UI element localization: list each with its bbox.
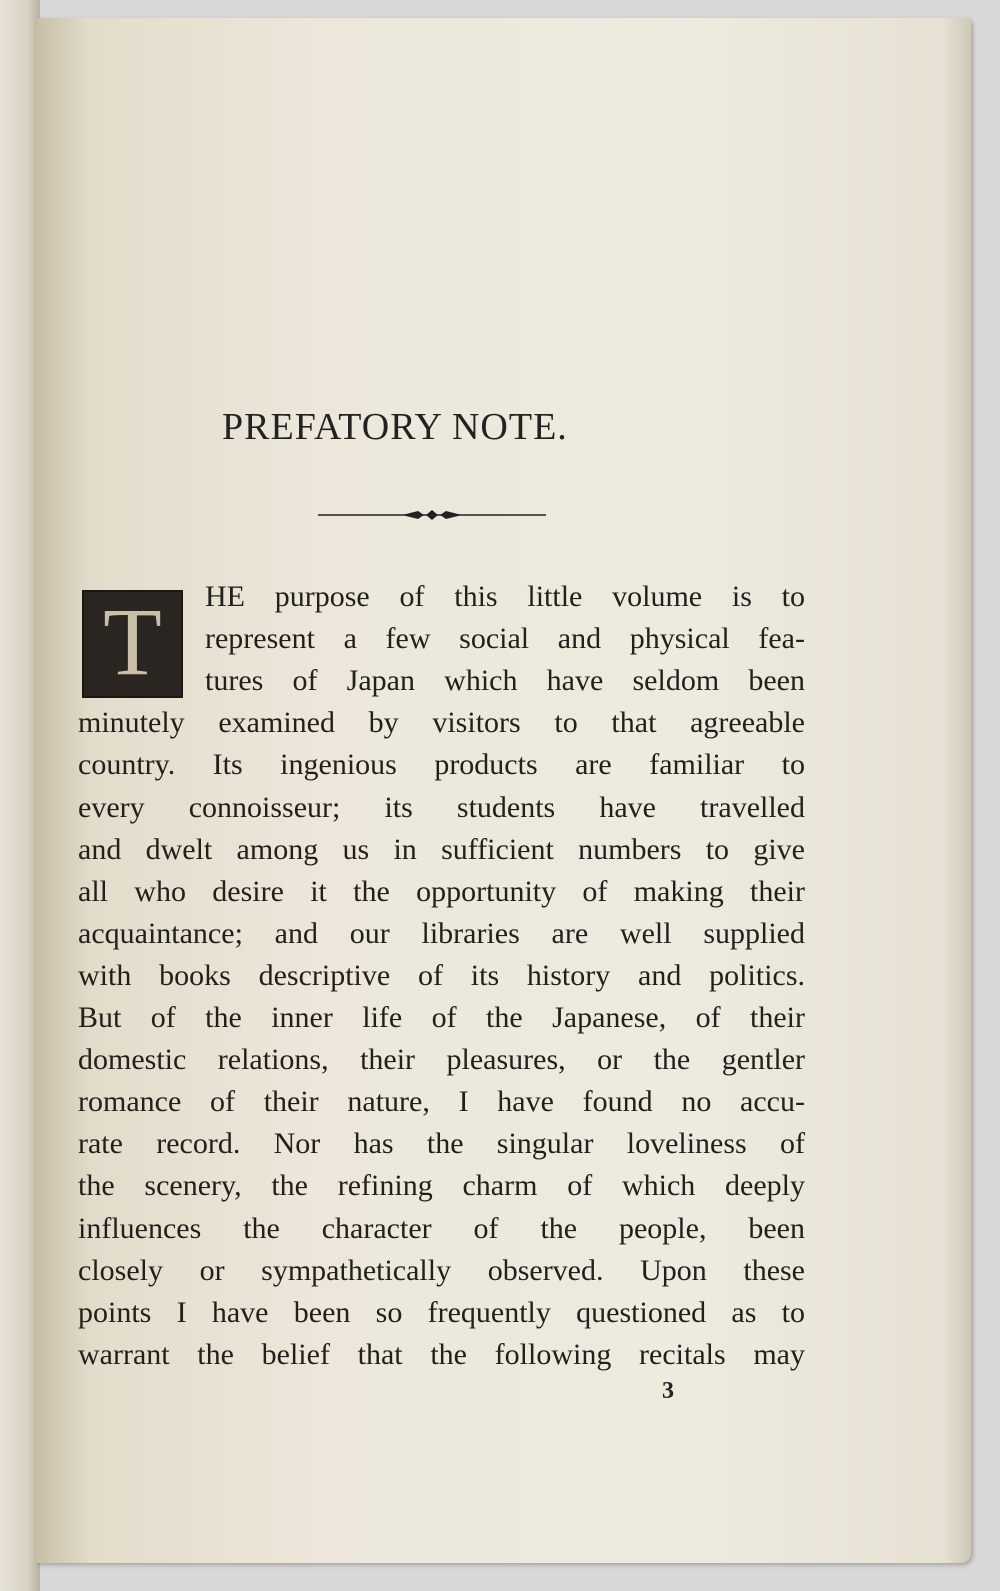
- text-line: all who desire it the opportunity of making their: [78, 874, 805, 908]
- text-line: every connoisseur; its students have travelled: [78, 790, 805, 824]
- text-line: But of the inner life of the Japanese, of their: [78, 1001, 805, 1034]
- text-line: rate record. Nor has the singular loveliness of: [78, 1127, 805, 1161]
- text-line: and dwelt among us in sufficient numbers to give: [78, 832, 805, 866]
- page-number: 3: [662, 1378, 674, 1404]
- text-line: romance of their nature, I have found no accu-: [78, 1085, 805, 1119]
- page-title: PREFATORY NOTE.: [222, 406, 568, 448]
- text-line: closely or sympathetically observed. Upon these: [78, 1253, 805, 1287]
- text-line: the scenery, the refining charm of which deeply: [78, 1169, 805, 1203]
- text-line: with books descriptive of its history and politics.: [78, 958, 805, 992]
- text-line: influences the character of the people, been: [78, 1211, 805, 1245]
- facing-page-edge: [0, 0, 40, 1591]
- text-line: country. Its ingenious products are familiar to: [78, 748, 805, 782]
- text-line: domestic relations, their pleasures, or the gentler: [78, 1043, 805, 1077]
- ornamental-rule: [318, 509, 546, 521]
- text-line: points I have been so frequently questioned as to: [78, 1295, 805, 1329]
- text-line: tures of Japan which have seldom been: [205, 664, 805, 698]
- text-line: warrant the belief that the following recitals may: [78, 1337, 805, 1371]
- drop-cap: T: [82, 590, 183, 698]
- text-line: HE purpose of this little volume is to: [205, 580, 805, 613]
- text-line: minutely examined by visitors to that agreeable: [78, 706, 805, 740]
- text-line: represent a few social and physical fea-: [205, 622, 805, 656]
- text-line: acquaintance; and our libraries are well supplied: [78, 916, 805, 950]
